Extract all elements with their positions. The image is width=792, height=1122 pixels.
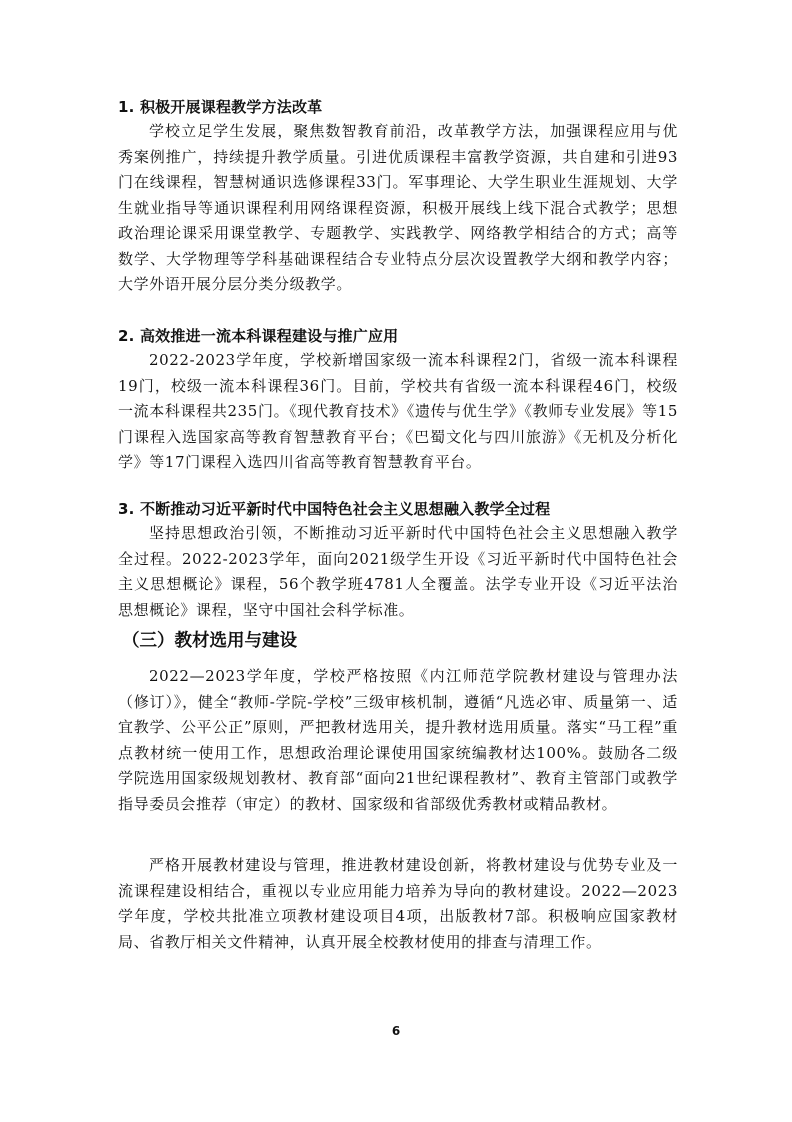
section-3-heading: 3. 不断推动习近平新时代中国特色社会主义思想融入教学全过程 — [118, 500, 551, 518]
section-3-body: 坚持思想政治引领，不断推动习近平新时代中国特色社会主义思想融入教学全过程。2022-2023学年，面向2021级学生开设《习近平新时代中国特色社会主义思想概论》课程，56个教学班4781人全覆盖。法学专业开设《习近平法治思想概论》课程，坚守中国社会科学标准。 — [118, 524, 678, 619]
section-2-heading: 2. 高效推进一流本科课程建设与推广应用 — [118, 327, 399, 345]
chapter-heading: （三）教材选用与建设 — [122, 631, 297, 651]
section-1-body: 学校立足学生发展，聚焦数智教育前沿，改革教学方法，加强课程应用与优秀案例推广，持续提升教学质量。引进优质课程丰富教学资源，共自建和引进93门在线课程，智慧树通识选修课程33门。军事理论、大学生职业生涯规划、大学生就业指导等通识课程利用网络课程资源，积极开展线上线下混合式教学；思想政治理论课采用课堂教学、专题教学、实践教学、网络教学相结合的方式；高等数学、大学物理等学科基础课程结合专业特点分层次设置教学大纲和教学内容；大学外语开展分层分类分级教学。 — [118, 122, 678, 293]
textbook-selection-paragraph: 2022—2023学年度，学校严格按照《内江师范学院教材建设与管理办法（修订）》，健全“教师-学院-学校”三级审核机制，遵循“凡选必审、质量第一、适宜教学、公平公正”原则，严把教材选用关，提升教材选用质量。落实“马工程”重点教材统一使用工作，思想政治理论课使用国家统编教材达100%。鼓励各二级学院选用国家级规划教材、教育部“面向21世纪课程教材”、教育主管部门或教学指导委员会推荐（审定）的教材、国家级和省部级优秀教材或精品教材。 — [118, 667, 678, 813]
textbook-construction-paragraph: 严格开展教材建设与管理，推进教材建设创新，将教材建设与优势专业及一流课程建设相结合，重视以专业应用能力培养为导向的教材建设。2022—2023学年度，学校共批准立项教材建设项目4项，出版教材7部。积极响应国家教材局、省教厅相关文件精神，认真开展全校教材使用的排查与清理工作。 — [118, 856, 678, 951]
page-number: 6 — [391, 1024, 401, 1038]
section-2-body: 2022-2023学年度，学校新增国家级一流本科课程2门，省级一流本科课程19门，校级一流本科课程36门。目前，学校共有省级一流本科课程46门，校级一流本科课程共235门。《现代教育技术》《遗传与优生学》《教师专业发展》等15门课程入选国家高等教育智慧教育平台；《巴蜀文化与四川旅游》《无机及分析化学》等17门课程入选四川省高等教育智慧教育平台。 — [118, 351, 678, 471]
section-1-heading: 1. 积极开展课程教学方法改革 — [118, 98, 323, 116]
